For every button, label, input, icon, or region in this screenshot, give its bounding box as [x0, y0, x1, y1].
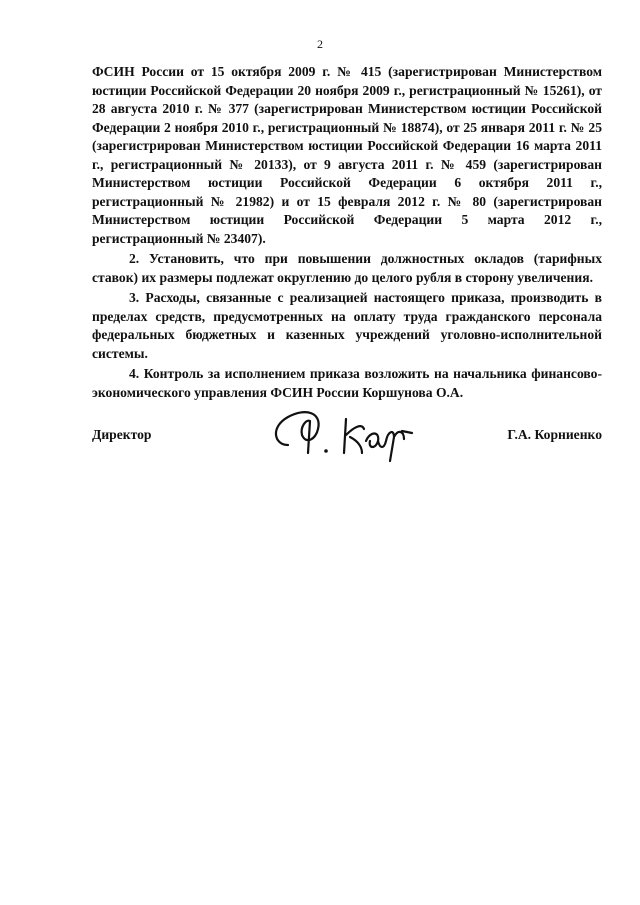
signature-block — [92, 405, 602, 465]
paragraph-item-4: 4. Контроль за исполнением приказа возложить на начальника финансово-экономического управления ФСИН России Коршунова О.А. — [92, 366, 602, 400]
signatory-title: Директор — [92, 427, 152, 442]
paragraph-item-3: 3. Расходы, связанные с реализацией настоящего приказа, производить в пределах средств, предусмотренных на оплату труда гражданского персонала федеральных бюджетных и казенных учреждений уголовно-исполнительной системы. — [92, 290, 602, 361]
document-body — [92, 63, 602, 402]
paragraph-item-2: 2. Установить, что при повышении должностных окладов (тарифных ставок) их размеры подлежат округлению до целого рубля в сторону увеличения. — [92, 251, 602, 285]
signatory-name: Г.А. Корниенко — [507, 427, 602, 442]
handwritten-signature — [266, 405, 416, 465]
paragraph-continuation: ФСИН России от 15 октября 2009 г. № 415 (зарегистрирован Министерством юстиции Российской Федерации 20 ноября 2009 г., регистрационный № 15261), от 28 августа 2010 г. № 377 (зарегистрирован Министерством юстиции Российской Федерации 2 ноября 2010 г., регистрационный № 18874), от 25 января 2011 г. № 25 (зарегистрирован Министерством юстиции Российской Федерации 16 марта 2011 г., регистрационный № 20133), от 9 августа 2011 г. № 459 (зарегистрирован Министерством юстиции Российской Федерации 6 октября 2011 г., регистрационный № 21982) и от 15 февраля 2012 г. № 80 (зарегистрирован Министерством юстиции Российской Федерации 5 марта 2012 г., регистрационный № 23407). — [92, 64, 602, 246]
page-number: 2 — [317, 37, 323, 51]
